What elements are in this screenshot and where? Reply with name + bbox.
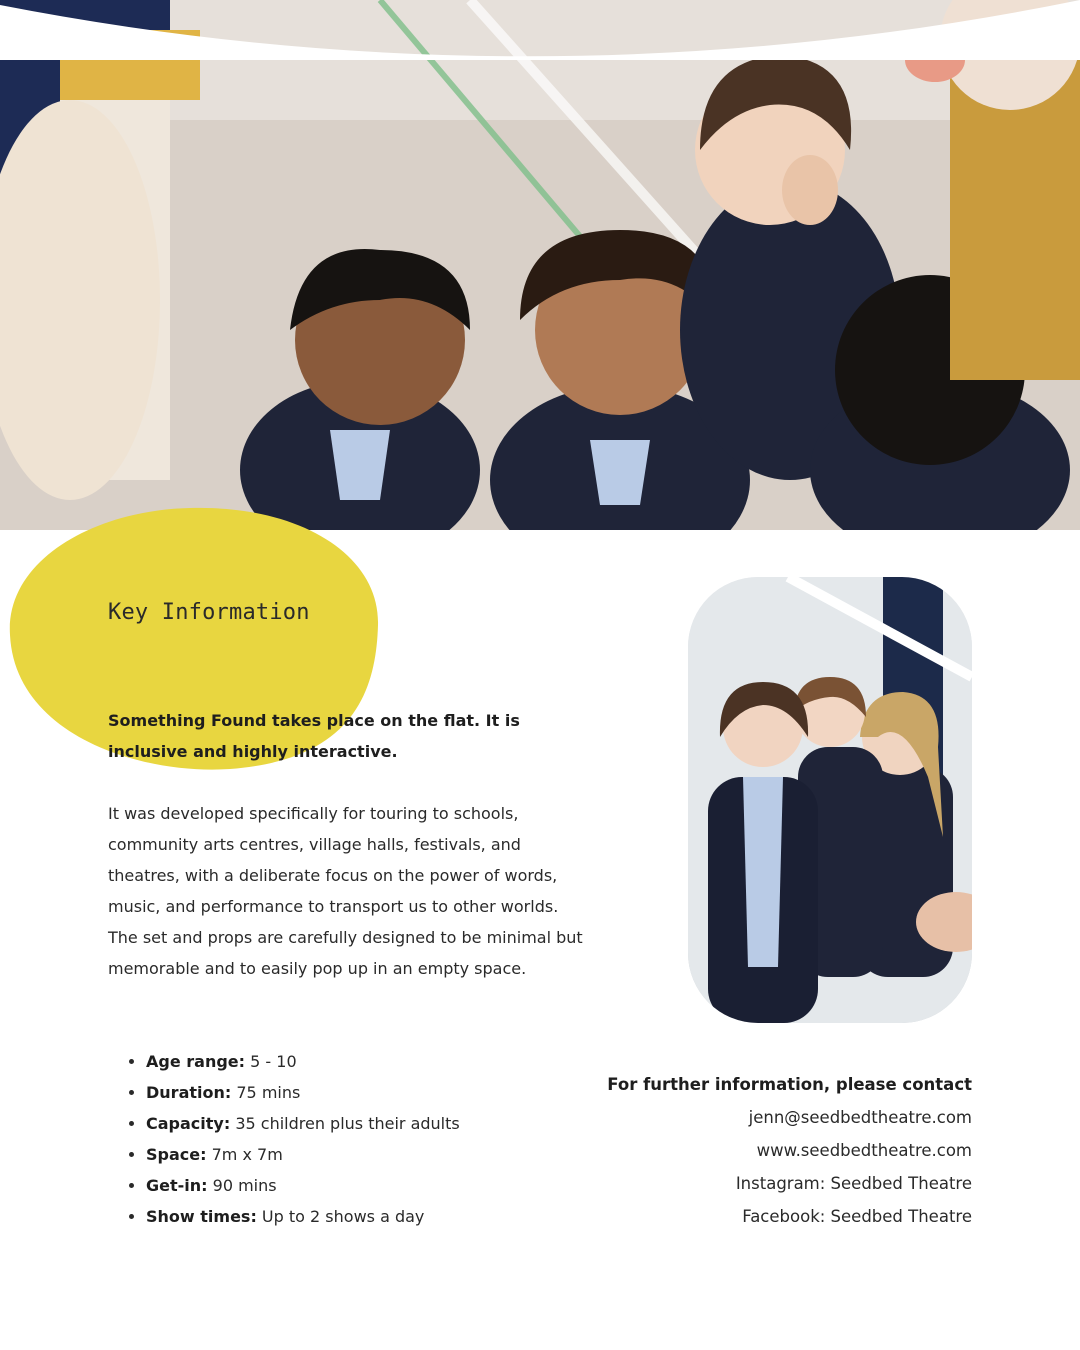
fact-value: Up to 2 shows a day (256, 1207, 425, 1226)
fact-value: 90 mins (207, 1176, 277, 1195)
contact-lead: For further information, please contact (607, 1075, 972, 1094)
list-item (146, 1170, 460, 1201)
children-photo (688, 577, 972, 1023)
children-photo-illustration (688, 577, 972, 1023)
fact-value: 75 mins (231, 1083, 301, 1102)
key-facts-list (108, 1046, 460, 1232)
description-text: It was developed specifically for touring to schools, community arts centres, village halls, festivals, and theatres, with a deliberate focus on the power of words, music, and performance to transport us to other worlds. The set and props are carefully designed to be minimal but memorable and to easily pop up in an empty space. (108, 804, 583, 978)
fact-value: 35 children plus their adults (230, 1114, 460, 1133)
intro-text: Something Found takes place on the flat. It is inclusive and highly interactive. (108, 711, 520, 761)
list-item (146, 1108, 460, 1139)
list-item (146, 1201, 460, 1232)
list-item (146, 1077, 460, 1108)
list-item (146, 1046, 460, 1077)
contact-email-link[interactable]: jenn@seedbedtheatre.com (748, 1108, 972, 1127)
fact-label: Space: (146, 1145, 207, 1164)
fact-label: Duration: (146, 1083, 232, 1102)
list-item (146, 1139, 460, 1170)
section-title: Key Information (108, 600, 310, 625)
fact-label: Capacity: (146, 1114, 231, 1133)
fact-label: Show times: (146, 1207, 257, 1226)
fact-value: 5 - 10 (245, 1052, 297, 1071)
contact-website-link[interactable]: www.seedbedtheatre.com (756, 1141, 972, 1160)
hero-photo (0, 0, 1080, 530)
contact-facebook[interactable]: Facebook: Seedbed Theatre (742, 1207, 972, 1226)
contact-block (607, 1068, 972, 1233)
hero-curve (0, 0, 1080, 60)
fact-label: Get-in: (146, 1176, 208, 1195)
fact-value: 7m x 7m (206, 1145, 283, 1164)
contact-instagram[interactable]: Instagram: Seedbed Theatre (735, 1174, 972, 1193)
hero-photo-illustration (0, 0, 1080, 530)
fact-label: Age range: (146, 1052, 246, 1071)
